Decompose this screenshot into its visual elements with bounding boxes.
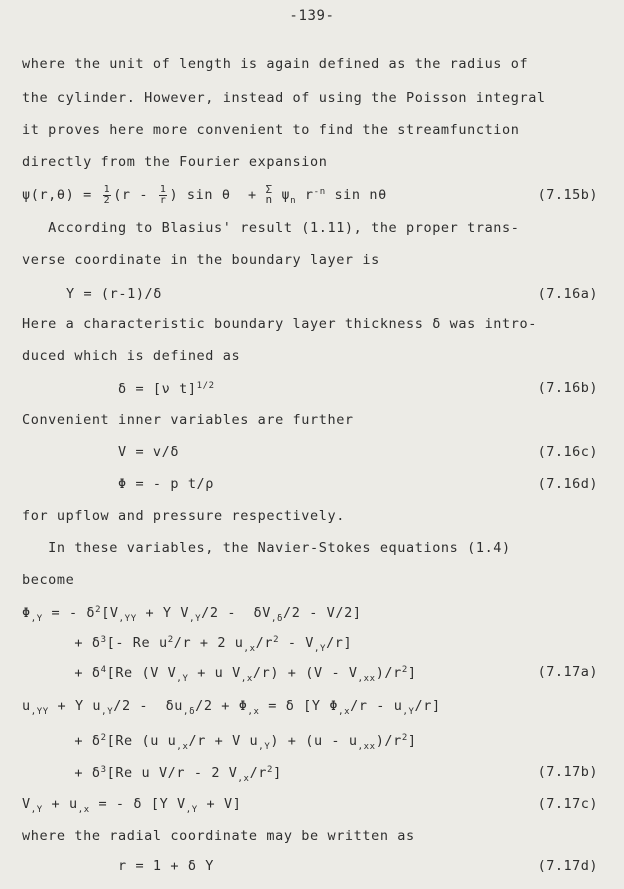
equation-label: (7.15b) bbox=[537, 187, 598, 203]
text-line: become bbox=[22, 572, 75, 588]
equation-7-16d: Φ = - p t/ρ bbox=[118, 476, 215, 492]
equation-7-17a-line1: $\Phi_{,Y}$ = - $\delta^2[V_{,YY} + Y$ $V_{,Y}/2 - \delta V_{,\delta}/2 - V/2$] bbox=[22, 605, 362, 624]
text-line: for upflow and pressure respectively. bbox=[22, 508, 345, 524]
text-line: According to Blasius' result (1.11), the proper trans- bbox=[22, 220, 520, 236]
equation-7-17b-line2: + $\delta^2[Re$ (u $u_{,x}/r + V$ $u_{,Y}) + (u - u_{,xx})/r^2$] bbox=[22, 733, 417, 752]
equation-7-17a-line2: + $\delta^3[-$ Re $u^2/r + 2$ $u_{,x}/r^2 - V_{,Y}/r$] bbox=[22, 635, 353, 654]
equation-7-17b-line1: $u_{,YY} + Y$ $u_{,Y}/2 - \delta u_{,\delta}/2 + \Phi_{,x} = \delta$ [Y $\Phi_{,x}/r - u_{,Y}/r$] bbox=[22, 698, 441, 717]
equation-7-16b: δ = [ν t]$^{1/2}$ bbox=[118, 381, 215, 397]
equation-label: (7.17d) bbox=[537, 858, 598, 874]
text-line: duced which is defined as bbox=[22, 348, 241, 364]
page-number: -139- bbox=[289, 8, 335, 24]
text-line: Convenient inner variables are further bbox=[22, 412, 354, 428]
equation-label: (7.16b) bbox=[537, 380, 598, 396]
equation-label: (7.17c) bbox=[537, 796, 598, 812]
equation-7-15b: ψ(r,θ) = $\frac{1}{2}$ (r - $\frac{1}{r}$ ) sin θ + Σ n $\psi_n$ $r^{-n}$ sin nθ bbox=[22, 183, 387, 206]
equation-7-17d: r = 1 + δ Y bbox=[118, 858, 215, 874]
text-line: where the unit of length is again defined as the radius of bbox=[22, 56, 529, 72]
equation-7-17a-line3: + $\delta^4[Re$ (V $V_{,Y} + u$ $V_{,x}/r) + (V - V_{,xx})/r^2$] bbox=[22, 665, 417, 684]
equation-label: (7.16a) bbox=[537, 286, 598, 302]
text-line: it proves here more convenient to find the streamfunction bbox=[22, 122, 520, 138]
text-line: In these variables, the Navier-Stokes equations (1.4) bbox=[22, 540, 511, 556]
equation-7-16c: V = v/δ bbox=[118, 444, 180, 460]
equation-label: (7.17b) bbox=[537, 764, 598, 780]
text-line: verse coordinate in the boundary layer is bbox=[22, 252, 380, 268]
text-line: the cylinder. However, instead of using the Poisson integral bbox=[22, 90, 546, 106]
equation-label: (7.16c) bbox=[537, 444, 598, 460]
equation-7-16a: Y = (r-1)/δ bbox=[66, 286, 163, 302]
text-line: directly from the Fourier expansion bbox=[22, 154, 328, 170]
equation-7-17c: $V_{,Y} + u_{,x}$ = - δ [Y $V_{,Y} + V$] bbox=[22, 796, 242, 815]
text-line: where the radial coordinate may be written as bbox=[22, 828, 415, 844]
equation-7-17b-line3: + $\delta^3[Re$ u V/r - 2 $V_{,x}/r^2$] bbox=[22, 765, 282, 784]
equation-label: (7.17a) bbox=[537, 664, 598, 680]
text-line: Here a characteristic boundary layer thickness δ was intro- bbox=[22, 316, 537, 332]
equation-label: (7.16d) bbox=[537, 476, 598, 492]
